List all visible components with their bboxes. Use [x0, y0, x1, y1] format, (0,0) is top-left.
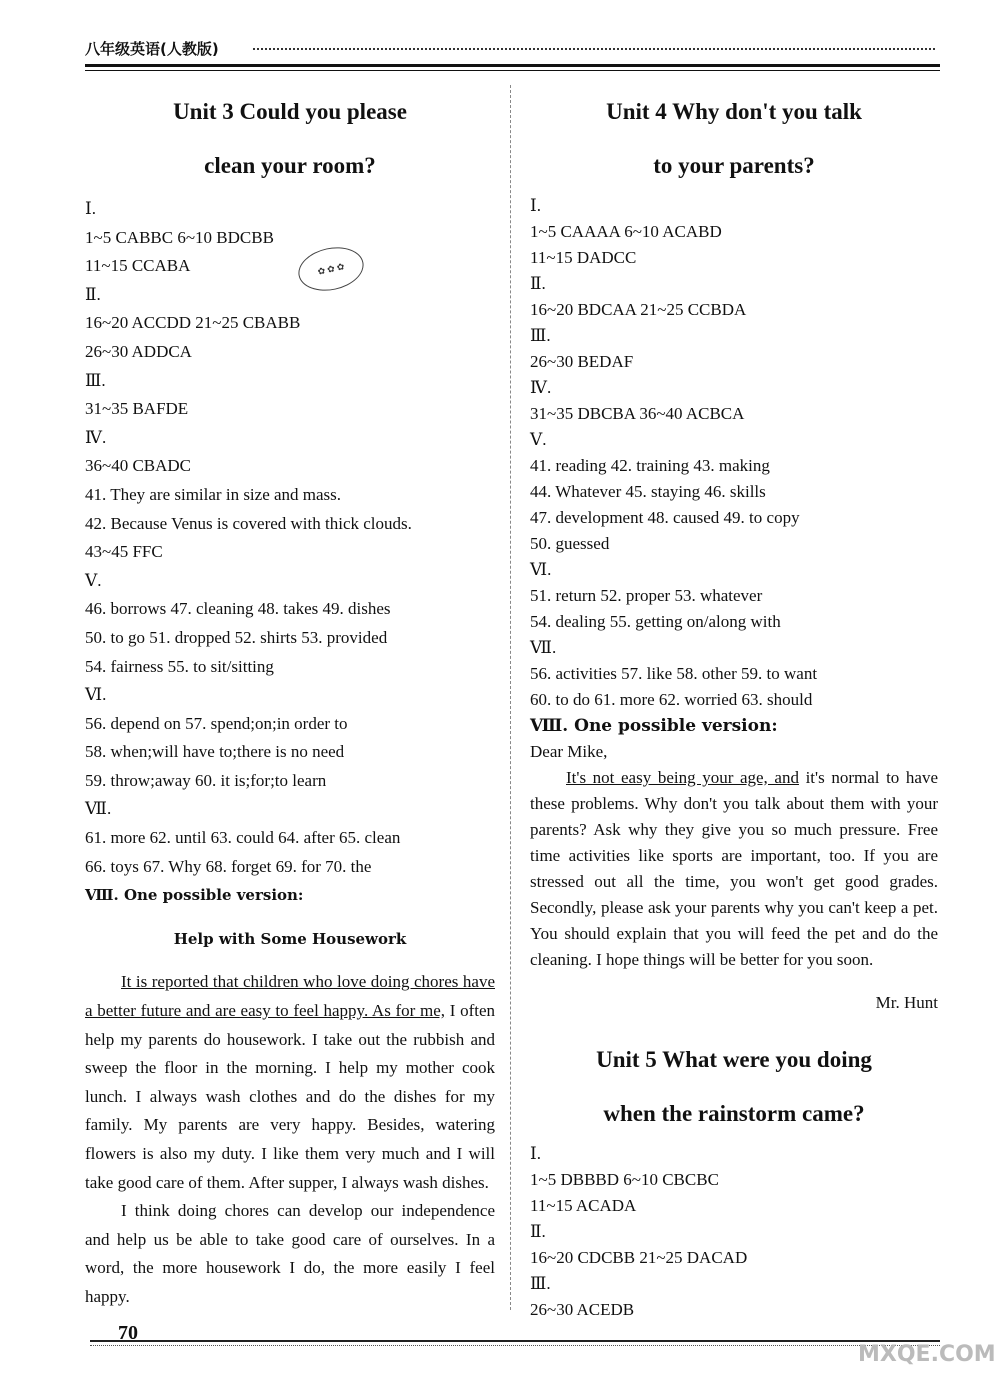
- version-label: Ⅷ. One possible version:: [530, 716, 778, 736]
- answer-line: 11~15 DADCC: [530, 248, 637, 267]
- answer-line: Ⅰ.: [530, 1144, 541, 1163]
- answer-line: 16~20 BDCAA 21~25 CCBDA: [530, 300, 747, 319]
- answer-line: 26~30 ACEDB: [530, 1300, 635, 1319]
- answer-line: 1~5 DBBBD 6~10 CBCBC: [530, 1170, 719, 1189]
- footer-rule: [90, 1340, 940, 1342]
- unit4-title-line1: Unit 4 Why don't you talk: [606, 99, 862, 124]
- answer-line: Ⅳ.: [85, 427, 107, 447]
- answer-line: Ⅳ.: [530, 378, 552, 397]
- right-column: [530, 85, 938, 1323]
- essay-paragraph-1: [85, 968, 495, 1197]
- header-rule-thin: [85, 70, 940, 71]
- answer-line: 47. development 48. caused 49. to copy: [530, 508, 800, 527]
- answer-line: 58. when;will have to;there is no need: [85, 742, 345, 762]
- unit5-title-line1: Unit 5 What were you doing: [596, 1047, 872, 1072]
- answer-line: Ⅲ.: [530, 326, 551, 345]
- page-number: 70: [118, 1322, 138, 1344]
- answer-line: 66. toys 67. Why 68. forget 69. for 70. the: [85, 856, 372, 876]
- answer-line: 11~15 CCABA: [85, 256, 191, 276]
- answer-line: Ⅵ.: [530, 560, 552, 579]
- answer-line: 26~30 BEDAF: [530, 352, 634, 371]
- answer-line: Ⅴ.: [85, 570, 102, 590]
- page-header: [85, 34, 940, 74]
- answer-line: 44. Whatever 45. staying 46. skills: [530, 482, 766, 501]
- letter-body: [530, 765, 938, 973]
- essay-title: Help with Some Housework: [173, 929, 407, 948]
- answer-line: 31~35 DBCBA 36~40 ACBCA: [530, 404, 745, 423]
- left-column: [85, 85, 495, 1312]
- watermark-text: MXQE.COM: [858, 1342, 996, 1367]
- answer-line: 41. They are similar in size and mass.: [85, 484, 342, 504]
- letter-underlined-phrase: It's not easy being your age, and: [566, 768, 799, 787]
- answer-line: Ⅴ.: [530, 430, 547, 449]
- answer-line: 26~30 ADDCA: [85, 341, 192, 361]
- answer-line: 51. return 52. proper 53. whatever: [530, 586, 763, 605]
- answer-line: 1~5 CAAAA 6~10 ACABD: [530, 222, 722, 241]
- answer-line: 50. guessed: [530, 534, 610, 553]
- answer-line: Ⅶ.: [530, 638, 557, 657]
- answer-line: 59. throw;away 60. it is;for;to learn: [85, 770, 327, 790]
- letter-body-rest: it's normal to have these problems. Why don't you talk about them with your parents? Ask why they give you so much pressure. Free time activities like sports are important, too. If you are stressed out all the time, you won't get good grades. Secondly, please ask your parents why you can't keep a pet. You should explain that you will feed the pet and do the cleaning. I hope things will be better for you soon.: [530, 768, 938, 969]
- answer-line: 61. more 62. until 63. could 64. after 65. clean: [85, 828, 401, 848]
- answer-line: Ⅶ.: [85, 799, 112, 819]
- essay-paragraph-1-rest: I often help my parents do housework. I take out the rubbish and sweep the floor in the morning. I help my mother cook lunch. I always wash clothes and do the dishes for my family. My parents are very happy. Besides, watering flowers is also my duty. I like them very much and I will take good care of them. After supper, I always wash dishes.: [85, 1001, 496, 1192]
- answer-line: 50. to go 51. dropped 52. shirts 53. provided: [85, 627, 388, 647]
- footer-dotted-rule: [90, 1345, 940, 1346]
- essay-paragraph-2: I think doing chores can develop our independence and help us be able to take good care of ourselves. In a word, the more housework I do, the more easily I feel happy.: [85, 1201, 495, 1306]
- answer-line: 31~35 BAFDE: [85, 399, 189, 419]
- answer-line: 11~15 ACADA: [530, 1196, 637, 1215]
- answer-line: Ⅵ.: [85, 685, 107, 705]
- answer-line: 54. fairness 55. to sit/sitting: [85, 656, 274, 676]
- answer-line: Ⅰ.: [85, 199, 96, 218]
- version-label: Ⅷ. One possible version:: [85, 886, 304, 905]
- answer-line: Ⅰ.: [530, 196, 541, 215]
- answer-line: 60. to do 61. more 62. worried 63. should: [530, 690, 813, 709]
- header-rule-thick: [85, 64, 940, 67]
- header-title: 八年级英语(人教版): [85, 40, 219, 58]
- answer-line: Ⅲ.: [530, 1274, 551, 1293]
- answer-line: Ⅱ.: [85, 284, 101, 304]
- stamp-seal: ✿ ✿ ✿: [294, 242, 367, 297]
- essay-underlined-sentence: It is reported that children who love doing chores have a better future and are easy to feel happy. As for me,: [85, 972, 495, 1021]
- letter-salutation: Dear Mike,: [530, 742, 608, 761]
- column-divider: [510, 85, 511, 1310]
- answer-line: 42. Because Venus is covered with thick clouds.: [85, 513, 412, 533]
- answer-line: Ⅱ.: [530, 274, 546, 293]
- unit4-title-line2: to your parents?: [653, 153, 815, 178]
- unit3-title-line1: Unit 3 Could you please: [173, 99, 407, 124]
- answer-line: 16~20 ACCDD 21~25 CBABB: [85, 313, 301, 333]
- answer-line: 36~40 CBADC: [85, 456, 192, 476]
- answer-line: 46. borrows 47. cleaning 48. takes 49. dishes: [85, 599, 391, 619]
- answer-line: 43~45 FFC: [85, 542, 163, 562]
- unit5-title-line2: when the rainstorm came?: [603, 1101, 865, 1126]
- answer-line: Ⅲ.: [85, 370, 106, 390]
- answer-line: 16~20 CDCBB 21~25 DACAD: [530, 1248, 748, 1267]
- letter-signoff: Mr. Hunt: [875, 993, 938, 1012]
- answer-line: 56. activities 57. like 58. other 59. to want: [530, 664, 818, 683]
- unit3-title-line2: clean your room?: [204, 153, 376, 178]
- answer-line: 56. depend on 57. spend;on;in order to: [85, 713, 348, 733]
- header-dotted-rule: [253, 48, 935, 50]
- answer-line: 54. dealing 55. getting on/along with: [530, 612, 781, 631]
- answer-line: 1~5 CABBC 6~10 BDCBB: [85, 227, 274, 247]
- answer-line: 41. reading 42. training 43. making: [530, 456, 770, 475]
- answer-line: Ⅱ.: [530, 1222, 546, 1241]
